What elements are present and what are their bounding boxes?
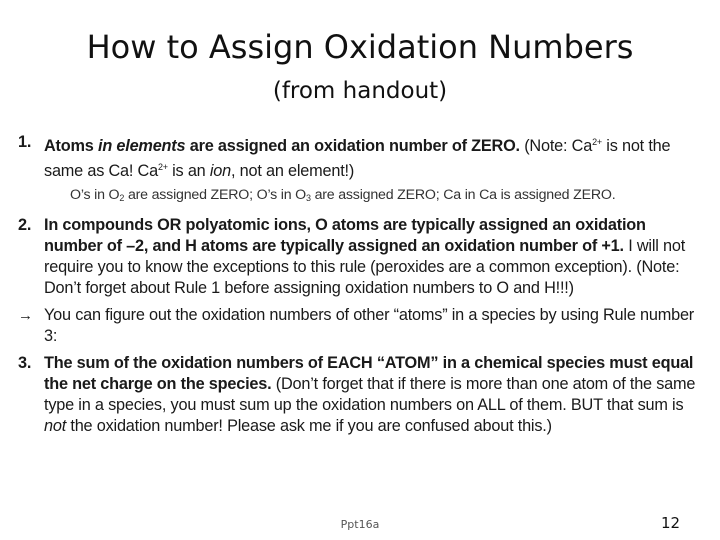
page-number: 12 — [661, 514, 681, 532]
rule-1-note-rest: is not the same as Ca! Ca — [44, 137, 671, 180]
rule-3-number: 3. — [18, 354, 32, 372]
example-sub-2: 3 — [306, 193, 311, 203]
rule-3-not-word: not — [44, 417, 67, 435]
rule-3-part-2: the oxidation number! Please ask me if you are confused about this.) — [66, 417, 552, 435]
rule-2 — [18, 215, 708, 299]
rule-1-bold-b: are assigned an oxidation number of ZERO. — [189, 137, 520, 155]
slide-title: How to Assign Oxidation Numbers — [86, 28, 634, 66]
example-part-c: are assigned ZERO; Ca in Ca is assigned ZERO. — [310, 187, 616, 203]
rule-1-text — [44, 132, 708, 182]
rule-1 — [18, 132, 708, 182]
arrow-line-text: You can figure out the oxidation numbers of other “atoms” in a species by using Rule number 3: — [44, 306, 695, 345]
rule-1-not-element: , not an element!) — [231, 162, 355, 180]
rule-1-example — [18, 185, 708, 209]
rule-2-text — [44, 215, 708, 299]
example-part-b: are assigned ZERO; O’s in O — [124, 187, 307, 203]
rule-1-ion-word: ion — [209, 162, 231, 180]
arrow-line — [18, 305, 708, 347]
footer-label: Ppt16a — [340, 518, 380, 531]
rule-1-is-an: is an — [167, 162, 210, 180]
slide-subtitle: (from handout) — [272, 78, 448, 104]
example-sub-1: 2 — [119, 193, 125, 203]
rule-1-sup-1: 2+ — [592, 137, 602, 147]
rule-2-normal: I will not require you to know the exceptions to this rule (peroxides are a common exception). (Note: Don’t forget about Rule 1 before assigning oxidation numbers to O and H!!!) — [44, 237, 686, 297]
rules-content — [18, 132, 708, 437]
rule-1-bold-a: Atoms — [44, 137, 94, 155]
rule-3 — [18, 353, 708, 437]
arrow-icon: → — [18, 307, 33, 324]
rule-1-note-open: (Note: Ca — [519, 137, 593, 155]
rule-1-sup-2: 2+ — [157, 162, 168, 172]
rule-3-text — [44, 353, 708, 437]
rule-3-bold: The sum of the oxidation numbers of EACH “ATOM” in a chemical species must equal the net charge on the species. — [44, 354, 694, 393]
rule-3-part-1: (Don’t forget that if there is more than one atom of the same type in a species, you must sum up the oxidation numbers on ALL of them. BUT that sum is — [44, 375, 696, 414]
example-part-a: O’s in O — [70, 187, 120, 203]
rule-1-number: 1. — [18, 133, 32, 151]
rule-2-bold: In compounds OR polyatomic ions, O atoms are typically assigned an oxidation number of –2, and H atoms are typically assigned an oxidation number of +1. — [44, 216, 646, 255]
rule-1-italic: in elements — [98, 137, 186, 155]
rule-2-number: 2. — [18, 216, 32, 234]
